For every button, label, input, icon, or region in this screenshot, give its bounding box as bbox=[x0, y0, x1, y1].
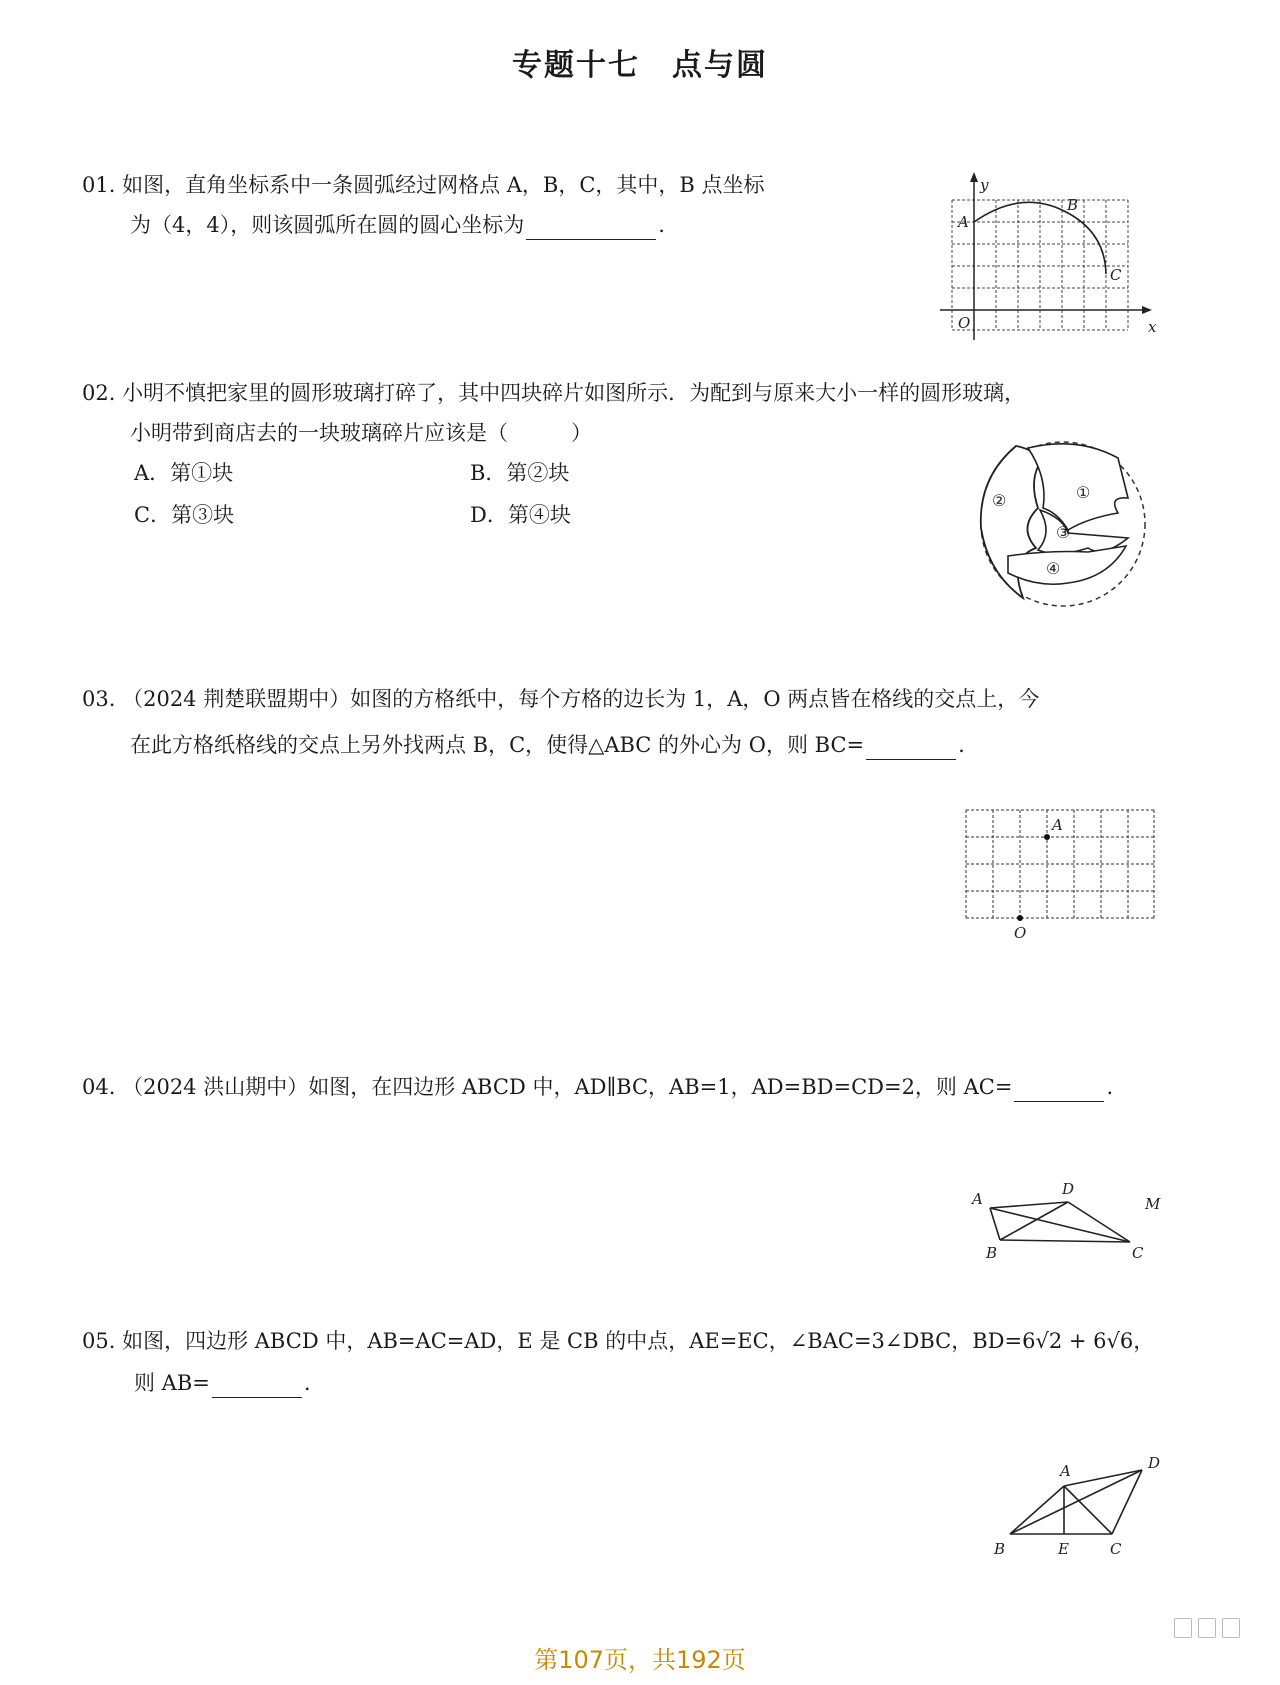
q4-point-m-label: M bbox=[1145, 1195, 1161, 1213]
q1-line2: 为（4，4），则该圆弧所在圆的圆心坐标为 . bbox=[130, 210, 665, 240]
q4-point-d-label: D bbox=[1062, 1180, 1075, 1198]
q5-point-d-label: D bbox=[1148, 1454, 1161, 1472]
q4-text1: （2024 洪山期中）如图，在四边形 ABCD 中，AD∥BC，AB=1，AD=BD=CD=2，则 AC= bbox=[122, 1075, 1013, 1099]
q1-y-label: y bbox=[980, 176, 989, 194]
q5-figure bbox=[980, 1450, 1180, 1560]
q2-piece1-label: ① bbox=[1076, 483, 1091, 502]
q3-line2: 在此方格纸格线的交点上另外找两点 B，C，使得△ABC 的外心为 O，则 BC= . bbox=[130, 730, 965, 760]
q3-figure bbox=[964, 808, 1164, 948]
q4-number: 04. bbox=[82, 1075, 116, 1099]
q3-point-a-label: A bbox=[1052, 816, 1063, 834]
q5-line1 bbox=[82, 1326, 1154, 1356]
q1-point-b-label: B bbox=[1067, 196, 1079, 214]
q2-piece3-label: ③ bbox=[1056, 523, 1071, 542]
q1-text1: 如图，直角坐标系中一条圆弧经过网格点 A，B，C，其中，B 点坐标 bbox=[122, 173, 765, 197]
q4-point-b-label: B bbox=[986, 1244, 998, 1262]
q3-grid-diagram bbox=[964, 808, 1164, 948]
q3-text1: （2024 荆楚联盟期中）如图的方格纸中，每个方格的边长为 1，A，O 两点皆在格线的交点上，今 bbox=[122, 687, 1040, 711]
q5-point-b-label: B bbox=[994, 1540, 1006, 1558]
view-mode-icons bbox=[1168, 1618, 1240, 1642]
q3-number: 03. bbox=[82, 687, 116, 711]
q2-figure bbox=[968, 438, 1158, 608]
q1-point-c-label: C bbox=[1110, 266, 1122, 284]
q2-piece2-label: ② bbox=[992, 491, 1007, 510]
q2-option-b[interactable]: B．第②块 bbox=[470, 461, 570, 485]
q2-line1 bbox=[82, 378, 1025, 408]
q2-line2: 小明带到商店去的一块玻璃碎片应该是（ ） bbox=[130, 421, 592, 445]
double-page-icon[interactable] bbox=[1198, 1618, 1216, 1638]
q5-number: 05. bbox=[82, 1329, 116, 1353]
q1-text2: 为（4，4），则该圆弧所在圆的圆心坐标为 bbox=[130, 213, 525, 237]
q2-option-c[interactable]: C．第③块 bbox=[134, 503, 235, 527]
q1-number: 01. bbox=[82, 173, 116, 197]
q1-origin-label: O bbox=[958, 314, 971, 332]
q1-line1 bbox=[82, 170, 765, 200]
q5-answer-blank[interactable] bbox=[212, 1377, 302, 1398]
q4-quadrilateral-diagram bbox=[960, 1182, 1180, 1262]
q2-option-d[interactable]: D．第④块 bbox=[470, 503, 571, 527]
q1-x-label: x bbox=[1148, 318, 1157, 336]
menu-icon[interactable] bbox=[1222, 1618, 1240, 1638]
q1-point-a-label: A bbox=[958, 213, 969, 231]
q4-line1: 04. （2024 洪山期中）如图，在四边形 ABCD 中，AD∥BC，AB=1，AD=BD=CD=2，则 AC= . bbox=[82, 1072, 1113, 1102]
q3-line1 bbox=[82, 684, 1039, 714]
q5-point-c-label: C bbox=[1110, 1540, 1122, 1558]
q1-answer-blank[interactable] bbox=[526, 219, 656, 240]
q3-text2: 在此方格纸格线的交点上另外找两点 B，C，使得△ABC 的外心为 O，则 BC= bbox=[130, 733, 865, 757]
q4-point-c-label: C bbox=[1132, 1244, 1144, 1262]
q1-figure bbox=[940, 170, 1160, 340]
q5-point-e-label: E bbox=[1058, 1540, 1069, 1558]
q5-point-a-label: A bbox=[1060, 1462, 1071, 1480]
q1-grid-diagram bbox=[940, 170, 1160, 340]
q5-text1: 如图，四边形 ABCD 中，AB=AC=AD，E 是 CB 的中点，AE=EC，∠BAC=3∠DBC，BD=6√2 + 6√6， bbox=[122, 1329, 1155, 1353]
q5-quadrilateral-diagram bbox=[980, 1450, 1180, 1560]
q4-answer-blank[interactable] bbox=[1014, 1081, 1104, 1102]
q3-answer-blank[interactable] bbox=[866, 739, 956, 760]
q2-option-a[interactable]: A．第①块 bbox=[134, 461, 234, 485]
page-title: 专题十七 点与圆 bbox=[512, 48, 768, 83]
q5-line2: 则 AB= . bbox=[134, 1368, 311, 1398]
q4-figure bbox=[960, 1182, 1180, 1262]
q2-glass-diagram bbox=[968, 438, 1158, 608]
q2-piece4-label: ④ bbox=[1046, 559, 1061, 578]
q5-text2: 则 AB= bbox=[134, 1371, 210, 1395]
q2-number: 02. bbox=[82, 381, 116, 405]
page-view-icon[interactable] bbox=[1174, 1618, 1192, 1638]
q3-point-o-label: O bbox=[1014, 924, 1027, 942]
page-footer: 第107页，共192页 bbox=[534, 1646, 746, 1674]
q4-point-a-label: A bbox=[972, 1190, 983, 1208]
q2-text1: 小明不慎把家里的圆形玻璃打碎了，其中四块碎片如图所示．为配到与原来大小一样的圆形玻璃， bbox=[122, 381, 1026, 405]
